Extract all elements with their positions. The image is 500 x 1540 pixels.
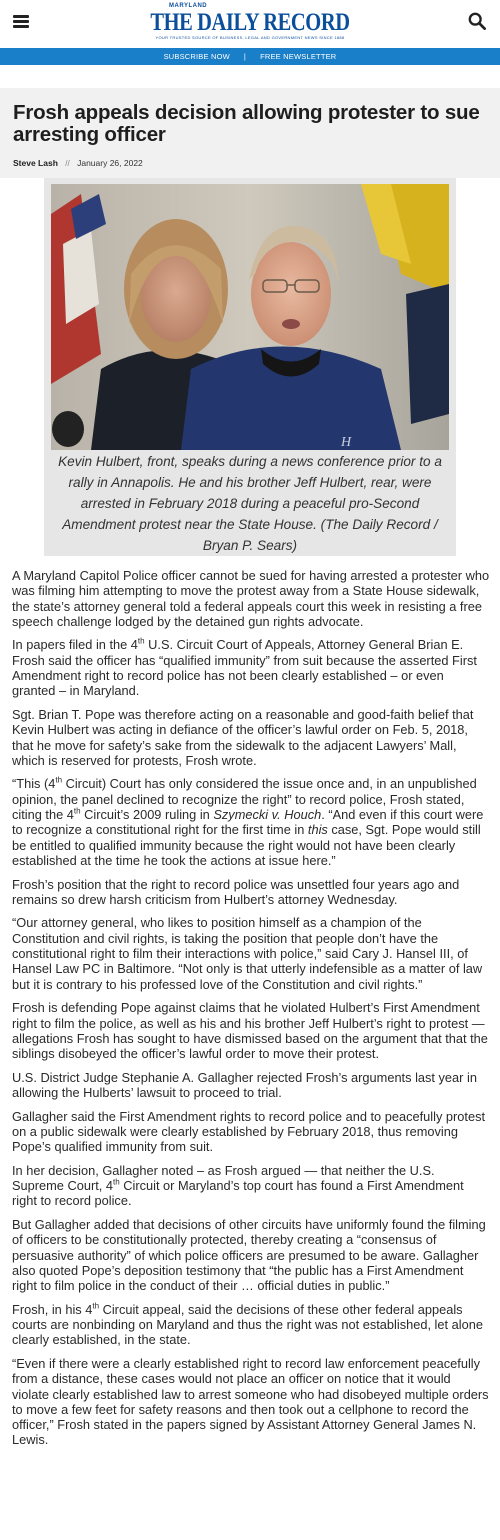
logo-tagline: YOUR TRUSTED SOURCE OF BUSINESS, LEGAL AND GOVERNMENT NEWS SINCE 1888 <box>155 35 345 40</box>
article-figure <box>44 178 456 556</box>
text-run: Frosh, in his 4 <box>12 1301 93 1317</box>
paragraph <box>12 776 490 868</box>
author-link[interactable]: Steve Lash <box>13 158 58 168</box>
article-photo <box>51 184 449 450</box>
paragraph: “Our attorney general, who likes to position himself as a champion of the Constitution and civil rights, is taking the position that people don’t have the constitutional right to film their interactions with police,” said Cary J. Hansel III, of Hansel Law PC in Baltimore. “Not only is that utterly indefensible as a matter of law but it is contrary to his professed love of the Constitution and civil rights.” <box>12 915 483 992</box>
paragraph: Sgt. Brian T. Pope was therefore acting on a reasonable and good-faith belief that Kevin Hulbert was acting in defiance of the officer’s lawful order on Feb. 5, 2018, that he move for safety’s sake from the sidewalk to the adjacent Lawyers’ Mall, which is reserved for protests, Frosh wrote. <box>12 706 474 768</box>
subscribe-now-link[interactable]: SUBSCRIBE NOW <box>163 52 230 61</box>
paragraph <box>12 1302 490 1348</box>
superscript: th <box>55 776 63 786</box>
byline <box>13 158 487 168</box>
paragraph: “Even if there were a clearly established right to record law enforcement peacefully from a distance, these cases would not place an officer on notice that it would violate clearly established law to arrest someone who had disobeyed multiple orders to move a few feet for safety reasons and then took out a cellphone to record the officer,” Frosh stated in the papers signed by Assistant Attorney General James N. Lewis. <box>12 1355 489 1448</box>
superscript: th <box>113 1177 120 1187</box>
byline-separator: // <box>65 159 70 168</box>
free-newsletter-link[interactable]: FREE NEWSLETTER <box>260 52 337 61</box>
site-logo[interactable] <box>0 3 500 40</box>
paragraph: But Gallagher added that decisions of other circuits have uniformly found the filming of officers to be constitutionally protected, thereby creating a “consensus of persuasive authority” of which police officers are presumed to be aware. Gallagher also quoted Pope’s deposition testimony that “the public has a First Amendment right to film police in the conduct of their … official duties in public.” <box>12 1216 486 1294</box>
paragraph <box>12 1163 490 1209</box>
publish-date: January 26, 2022 <box>77 158 143 168</box>
text-run: “This (4 <box>12 776 56 792</box>
text-run: In her decision, Gallagher noted – as Frosh argued — that neither the U.S. Supreme Court, 4 <box>12 1162 435 1194</box>
text-run: Circuit) Court has only considered the issue once and, in an unpublished opinion, the panel declined to recognize the right” to record police, Frosh stated, citing the 4 <box>12 776 477 823</box>
text-run: Circuit appeal, said the decisions of these other federal appeals courts are nonbinding on Maryland and thus the right was not established, let alone clearly established, in the state. <box>12 1301 483 1348</box>
superscript: th <box>92 1301 100 1311</box>
text-run: case, Sgt. Pope would still be entitled to qualified immunity because the right would not have been clearly established at the time he took the actions at issue here.” <box>12 822 481 868</box>
superscript: th <box>137 637 145 647</box>
subnav-separator: | <box>243 52 247 61</box>
paragraph: U.S. District Judge Stephanie A. Gallagher rejected Frosh’s arguments last year in allowing the Hulberts’ lawsuit to proceed to trial. <box>12 1069 477 1100</box>
svg-text:H: H <box>341 435 352 450</box>
paragraph: Frosh is defending Pope against claims that he violated Hulbert’s First Amendment right to film the police, as well as his and his brother Jeff Hulbert’s right to protest — allegations Frosh has sought to have dismissed based on the argument that that the siblings disobeyed the officer’s lawful order to move their protest. <box>12 1000 488 1062</box>
text-run: Circuit or Maryland’s top court has found a First Amendment right to record police. <box>12 1178 464 1209</box>
photo-caption: Kevin Hulbert, front, speaks during a news conference prior to a rally in Annapolis. He and his brother Jeff Hulbert, rear, were arrested in February 2018 during a peaceful pro-Second Amendment protest near the State House. (The Daily Record / Bryan P. Sears) <box>58 454 442 553</box>
emphasis: this <box>307 822 328 838</box>
article-body <box>12 568 490 1456</box>
subscribe-bar <box>0 48 500 65</box>
paragraph: Gallagher said the First Amendment rights to record police and to peacefully protest on a public sidewalk were clearly established by February 2018, thus removing Pope’s qualified immunity from suit. <box>12 1108 486 1155</box>
paragraph: A Maryland Capitol Police officer cannot be sued for having arrested a protester who was filming him attempting to move the protest away from a State House sidewalk, the state’s attorney general told a federal appeals court this week in resisting a free speech challenge lodged by the detained gun rights advocate. <box>12 568 490 629</box>
text-run: U.S. Circuit Court of Appeals, Attorney General Brian E. Frosh said the officer has “qualified immunity” from suit because the asserted First Amendment right to record police has not been clearly established – or even granted – in Maryland. <box>12 637 477 699</box>
paragraph <box>12 637 490 698</box>
text-run: In papers filed in the 4 <box>12 637 138 653</box>
site-header <box>0 0 500 48</box>
logo-state: MARYLAND <box>169 3 208 9</box>
text-run: . “And even if this court were to recognize a constitutional right for the first time in <box>12 807 484 838</box>
text-run: Circuit’s 2009 ruling in <box>80 807 214 823</box>
article-header <box>0 88 500 178</box>
superscript: th <box>73 806 81 816</box>
paragraph: Frosh’s position that the right to record police was unsettled four years ago and remains so drew harsh criticism from Hulbert’s attorney Wednesday. <box>12 876 460 907</box>
logo-wordmark: THE DAILY RECORD <box>150 9 350 36</box>
article-title: Frosh appeals decision allowing protester to sue arresting officer <box>13 101 480 146</box>
search-icon[interactable] <box>468 12 486 30</box>
case-citation: Szymecki v. Houch <box>213 807 322 823</box>
